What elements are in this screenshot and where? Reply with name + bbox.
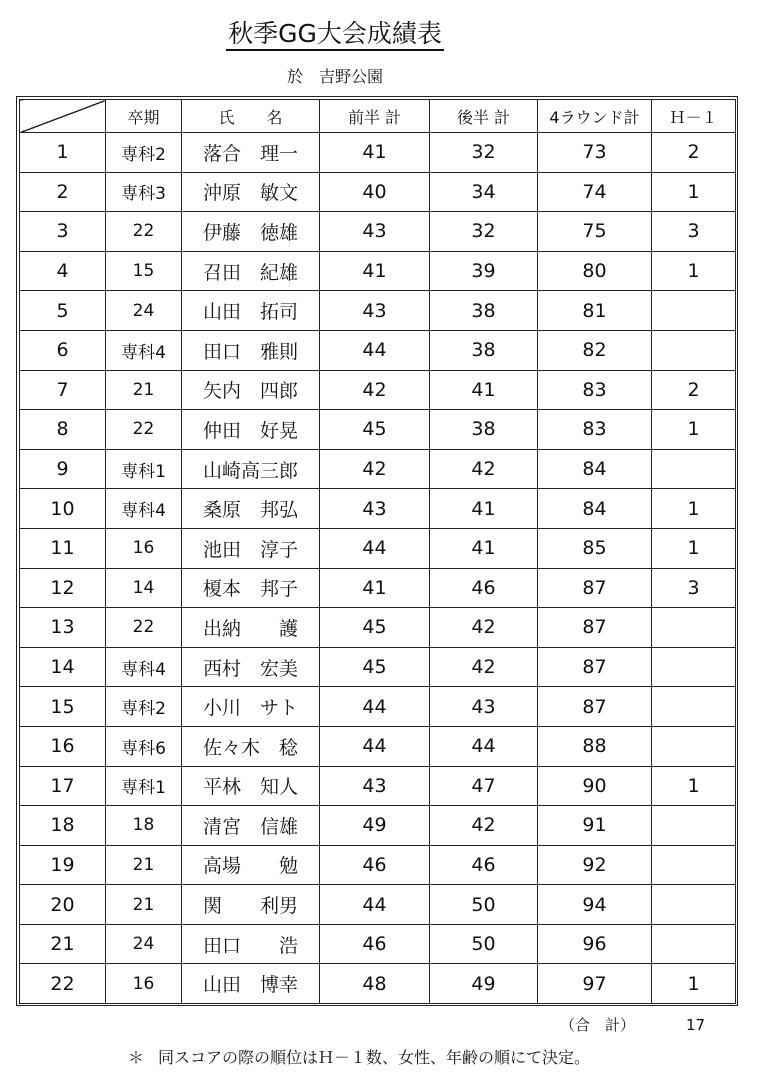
graduation-term-cell: 14: [106, 568, 182, 608]
rank-cell: 14: [20, 647, 106, 687]
front-half-score-cell: 45: [320, 647, 430, 687]
h1-count-cell: [652, 608, 736, 648]
player-name-cell: 清宮 信雄: [182, 806, 320, 846]
h1-count-cell: 1: [652, 251, 736, 291]
footnote: [128, 1046, 590, 1070]
table-row: [20, 133, 736, 173]
front-half-score-cell: 45: [320, 410, 430, 450]
back-half-score-cell: 34: [430, 172, 538, 212]
player-name-cell: 西村 宏美: [182, 647, 320, 687]
table-row: [20, 291, 736, 331]
rank-cell: 17: [20, 766, 106, 806]
four-round-total-cell: 94: [538, 885, 652, 925]
header-name: 氏 名: [182, 100, 320, 133]
rank-cell: 21: [20, 924, 106, 964]
back-half-score-cell: 49: [430, 964, 538, 1004]
front-half-score-cell: 45: [320, 608, 430, 648]
back-half-score-cell: 41: [430, 528, 538, 568]
rank-cell: 7: [20, 370, 106, 410]
front-half-score-cell: 44: [320, 528, 430, 568]
four-round-total-cell: 96: [538, 924, 652, 964]
back-half-score-cell: 44: [430, 726, 538, 766]
h1-count-cell: [652, 845, 736, 885]
four-round-total-cell: 90: [538, 766, 652, 806]
h1-count-cell: [652, 330, 736, 370]
player-name-cell: 池田 淳子: [182, 528, 320, 568]
back-half-score-cell: 38: [430, 330, 538, 370]
rank-cell: 15: [20, 687, 106, 727]
graduation-term-cell: 専科4: [106, 647, 182, 687]
rank-cell: 12: [20, 568, 106, 608]
player-name-cell: 出納 護: [182, 608, 320, 648]
graduation-term-cell: 24: [106, 291, 182, 331]
graduation-term-cell: 21: [106, 845, 182, 885]
back-half-score-cell: 42: [430, 806, 538, 846]
results-table-frame: [16, 96, 738, 1006]
back-half-score-cell: 41: [430, 370, 538, 410]
back-half-score-cell: 47: [430, 766, 538, 806]
player-name-cell: 山田 拓司: [182, 291, 320, 331]
front-half-score-cell: 44: [320, 687, 430, 727]
front-half-score-cell: 44: [320, 885, 430, 925]
table-row: [20, 726, 736, 766]
back-half-score-cell: 38: [430, 291, 538, 331]
h1-count-cell: [652, 885, 736, 925]
h1-count-cell: 3: [652, 568, 736, 608]
player-name-cell: 山田 博幸: [182, 964, 320, 1004]
four-round-total-cell: 87: [538, 608, 652, 648]
player-name-cell: 仲田 好晃: [182, 410, 320, 450]
graduation-term-cell: 22: [106, 212, 182, 252]
four-round-total-cell: 81: [538, 291, 652, 331]
table-row: [20, 647, 736, 687]
footnote-text: 同スコアの際の順位はＨ－１数、女性、年齢の順にて決定。: [158, 1048, 591, 1067]
header-corner-diagonal: [20, 100, 106, 133]
graduation-term-cell: 15: [106, 251, 182, 291]
back-half-score-cell: 46: [430, 568, 538, 608]
front-half-score-cell: 43: [320, 489, 430, 529]
summary-label: （合 計）: [560, 1016, 636, 1034]
front-half-score-cell: 43: [320, 291, 430, 331]
graduation-term-cell: 21: [106, 885, 182, 925]
table-row: [20, 964, 736, 1004]
back-half-score-cell: 43: [430, 687, 538, 727]
graduation-term-cell: 16: [106, 964, 182, 1004]
table-row: [20, 251, 736, 291]
venue-line: 於 吉野公園: [286, 67, 383, 86]
header-graduation-term: 卒期: [106, 100, 182, 133]
table-row: [20, 212, 736, 252]
four-round-total-cell: 73: [538, 133, 652, 173]
table-row: [20, 370, 736, 410]
rank-cell: 10: [20, 489, 106, 529]
table-row: [20, 489, 736, 529]
four-round-total-cell: 85: [538, 528, 652, 568]
player-name-cell: 桑原 邦弘: [182, 489, 320, 529]
h1-count-cell: [652, 449, 736, 489]
four-round-total-cell: 84: [538, 449, 652, 489]
document-title: [0, 14, 670, 54]
back-half-score-cell: 32: [430, 133, 538, 173]
h1-count-cell: 1: [652, 528, 736, 568]
graduation-term-cell: 専科3: [106, 172, 182, 212]
four-round-total-cell: 83: [538, 410, 652, 450]
header-h1: Ｈ－１: [652, 100, 736, 133]
rank-cell: 20: [20, 885, 106, 925]
back-half-score-cell: 50: [430, 885, 538, 925]
table-row: [20, 924, 736, 964]
back-half-score-cell: 38: [430, 410, 538, 450]
graduation-term-cell: 22: [106, 410, 182, 450]
back-half-score-cell: 42: [430, 647, 538, 687]
four-round-total-cell: 97: [538, 964, 652, 1004]
player-name-cell: 平林 知人: [182, 766, 320, 806]
rank-cell: 16: [20, 726, 106, 766]
player-name-cell: 沖原 敏文: [182, 172, 320, 212]
h1-count-cell: 3: [652, 212, 736, 252]
front-half-score-cell: 43: [320, 766, 430, 806]
four-round-total-cell: 80: [538, 251, 652, 291]
graduation-term-cell: 専科1: [106, 449, 182, 489]
h1-count-cell: 1: [652, 964, 736, 1004]
player-name-cell: 小川 サト: [182, 687, 320, 727]
h1-count-cell: [652, 924, 736, 964]
back-half-score-cell: 46: [430, 845, 538, 885]
four-round-total-cell: 92: [538, 845, 652, 885]
graduation-term-cell: 24: [106, 924, 182, 964]
four-round-total-cell: 74: [538, 172, 652, 212]
player-name-cell: 山崎高三郎: [182, 449, 320, 489]
h1-count-cell: [652, 291, 736, 331]
front-half-score-cell: 46: [320, 845, 430, 885]
h1-count-cell: [652, 726, 736, 766]
header-four-round-total: 4ラウンド計: [538, 100, 652, 133]
table-row: [20, 410, 736, 450]
h1-count-cell: [652, 647, 736, 687]
back-half-score-cell: 42: [430, 449, 538, 489]
player-name-cell: 関 利男: [182, 885, 320, 925]
h1-count-cell: [652, 687, 736, 727]
front-half-score-cell: 44: [320, 330, 430, 370]
rank-cell: 3: [20, 212, 106, 252]
header-front-half-total: 前半 計: [320, 100, 430, 133]
rank-cell: 8: [20, 410, 106, 450]
graduation-term-cell: 22: [106, 608, 182, 648]
front-half-score-cell: 46: [320, 924, 430, 964]
table-row: [20, 687, 736, 727]
four-round-total-cell: 87: [538, 647, 652, 687]
table-row: [20, 449, 736, 489]
player-name-cell: 田口 雅則: [182, 330, 320, 370]
table-row: [20, 806, 736, 846]
back-half-score-cell: 32: [430, 212, 538, 252]
h1-count-cell: 1: [652, 766, 736, 806]
h1-count-cell: 1: [652, 489, 736, 529]
front-half-score-cell: 41: [320, 568, 430, 608]
back-half-score-cell: 50: [430, 924, 538, 964]
front-half-score-cell: 41: [320, 251, 430, 291]
player-name-cell: 矢内 四郎: [182, 370, 320, 410]
results-body: [20, 133, 736, 1004]
player-name-cell: 田口 浩: [182, 924, 320, 964]
rank-cell: 9: [20, 449, 106, 489]
front-half-score-cell: 44: [320, 726, 430, 766]
graduation-term-cell: 専科4: [106, 489, 182, 529]
rank-cell: 6: [20, 330, 106, 370]
player-name-cell: 佐々木 稔: [182, 726, 320, 766]
table-header-row: [20, 100, 736, 133]
front-half-score-cell: 40: [320, 172, 430, 212]
table-row: [20, 568, 736, 608]
graduation-term-cell: 21: [106, 370, 182, 410]
four-round-total-cell: 83: [538, 370, 652, 410]
rank-cell: 2: [20, 172, 106, 212]
table-row: [20, 885, 736, 925]
graduation-term-cell: 専科6: [106, 726, 182, 766]
four-round-total-cell: 84: [538, 489, 652, 529]
front-half-score-cell: 42: [320, 449, 430, 489]
table-row: [20, 330, 736, 370]
back-half-score-cell: 41: [430, 489, 538, 529]
rank-cell: 19: [20, 845, 106, 885]
graduation-term-cell: 18: [106, 806, 182, 846]
table-row: [20, 172, 736, 212]
h1-count-cell: [652, 806, 736, 846]
rank-cell: 5: [20, 291, 106, 331]
front-half-score-cell: 49: [320, 806, 430, 846]
four-round-total-cell: 82: [538, 330, 652, 370]
four-round-total-cell: 87: [538, 568, 652, 608]
document-title-text: 秋季GG大会成績表: [226, 19, 444, 51]
player-name-cell: 召田 紀雄: [182, 251, 320, 291]
player-name-cell: 高場 勉: [182, 845, 320, 885]
front-half-score-cell: 43: [320, 212, 430, 252]
footnote-mark: ＊: [128, 1048, 145, 1067]
rank-cell: 13: [20, 608, 106, 648]
back-half-score-cell: 39: [430, 251, 538, 291]
graduation-term-cell: 16: [106, 528, 182, 568]
h1-count-cell: 1: [652, 172, 736, 212]
table-row: [20, 766, 736, 806]
h1-count-cell: 2: [652, 370, 736, 410]
summary-value: 17: [686, 1016, 706, 1034]
h1-count-cell: 1: [652, 410, 736, 450]
graduation-term-cell: 専科2: [106, 687, 182, 727]
four-round-total-cell: 75: [538, 212, 652, 252]
four-round-total-cell: 88: [538, 726, 652, 766]
front-half-score-cell: 41: [320, 133, 430, 173]
player-name-cell: 榎本 邦子: [182, 568, 320, 608]
graduation-term-cell: 専科2: [106, 133, 182, 173]
results-table: [19, 99, 736, 1004]
graduation-term-cell: 専科4: [106, 330, 182, 370]
player-name-cell: 落合 理一: [182, 133, 320, 173]
back-half-score-cell: 42: [430, 608, 538, 648]
four-round-total-cell: 87: [538, 687, 652, 727]
front-half-score-cell: 42: [320, 370, 430, 410]
rank-cell: 4: [20, 251, 106, 291]
header-back-half-total: 後半 計: [430, 100, 538, 133]
front-half-score-cell: 48: [320, 964, 430, 1004]
table-row: [20, 608, 736, 648]
rank-cell: 22: [20, 964, 106, 1004]
four-round-total-cell: 91: [538, 806, 652, 846]
graduation-term-cell: 専科1: [106, 766, 182, 806]
rank-cell: 18: [20, 806, 106, 846]
table-row: [20, 528, 736, 568]
player-name-cell: 伊藤 徳雄: [182, 212, 320, 252]
rank-cell: 11: [20, 528, 106, 568]
table-row: [20, 845, 736, 885]
rank-cell: 1: [20, 133, 106, 173]
h1-count-cell: 2: [652, 133, 736, 173]
